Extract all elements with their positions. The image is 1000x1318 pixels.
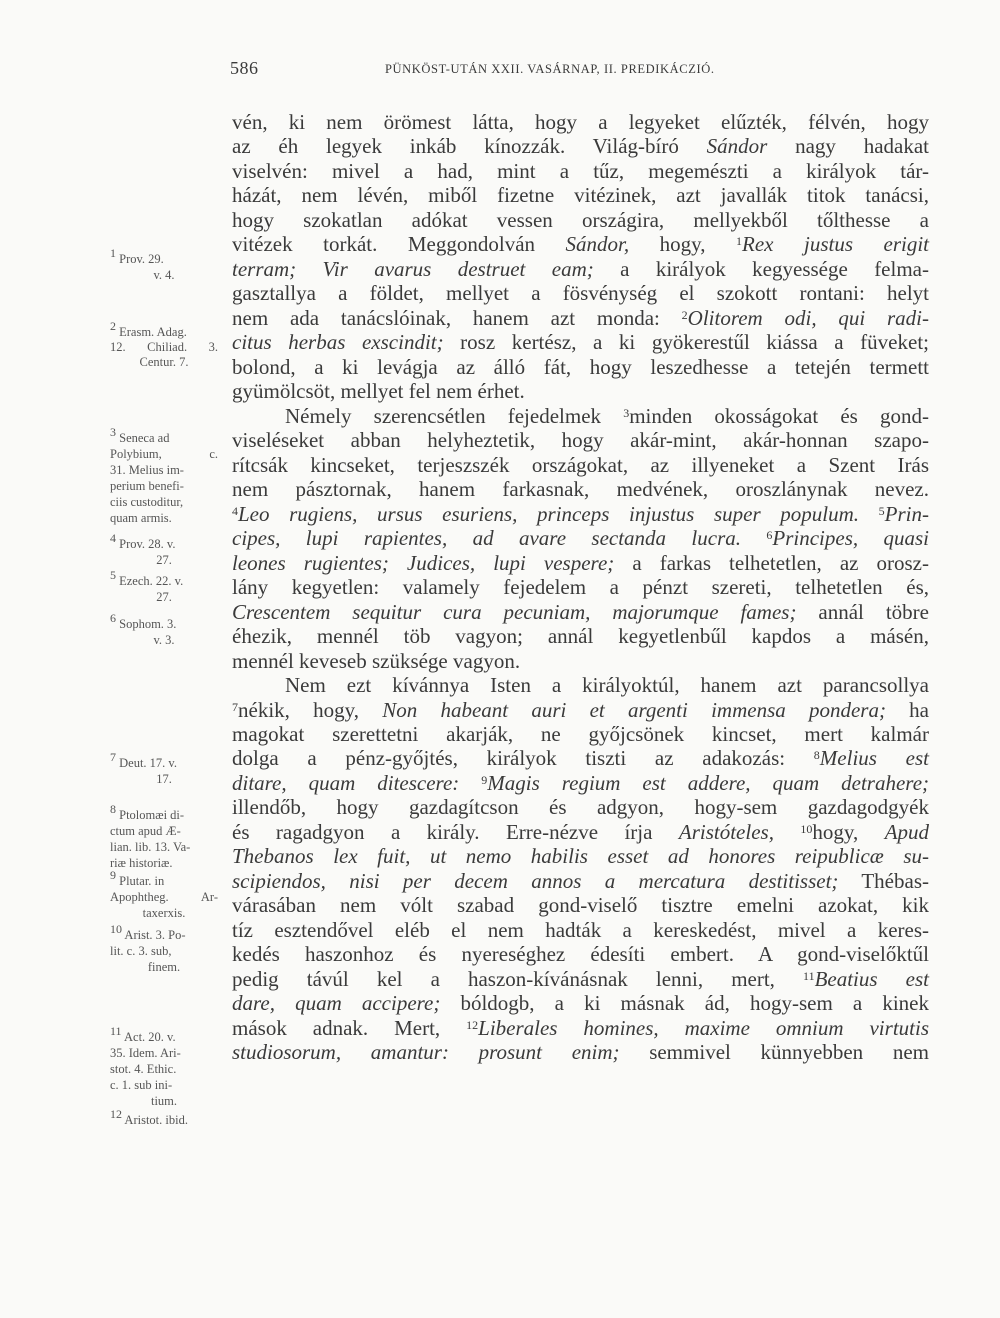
margin-note-line <box>110 1078 218 1092</box>
text-line-seg: 4 <box>232 503 238 518</box>
text-line-seg: Nem ezt kívánnya Isten a királyoktúl, hanem azt parancsollya <box>285 673 929 698</box>
margin-note-seg: 6 <box>110 611 116 625</box>
text-line-seg: Magis regium est addere, quam detrahere; <box>487 770 930 795</box>
margin-note-line <box>110 944 218 958</box>
text-line-seg: Liberales homines, maxime omnium virtutis <box>478 1015 929 1040</box>
margin-note-seg: Prov. 29. <box>116 252 164 266</box>
margin-note-seg: 3 <box>110 425 116 439</box>
text-line-seg: Sándor <box>706 134 768 159</box>
text-line-seg: nem pásztornak, hanem farkasnak, medvének, oroszlánynak nevez. <box>232 477 929 502</box>
text-line <box>285 673 929 697</box>
text-line-seg: kedés haszonhoz és nyereséghez édesíti embert. A gond-viselőktűl <box>232 942 929 967</box>
text-line <box>232 355 929 379</box>
text-line <box>232 1016 929 1040</box>
text-line <box>232 453 929 477</box>
margin-note-seg: v. 3. <box>153 633 175 647</box>
margin-note-seg: quam armis. <box>110 511 172 525</box>
text-line-seg <box>741 526 766 550</box>
margin-note-line <box>110 511 218 525</box>
text-line <box>232 551 929 575</box>
margin-note-seg: 9 <box>110 868 116 882</box>
text-line <box>232 771 929 795</box>
margin-note-line <box>110 960 218 974</box>
text-line-seg: rítcsák kincseket, terjeszszék országokat, az illyeneket a Szent Irás <box>232 452 929 477</box>
text-line-seg: Prin- <box>884 501 929 526</box>
text-line <box>232 232 929 256</box>
margin-note-seg: 27. <box>156 590 172 604</box>
margin-note-line <box>110 1024 218 1044</box>
text-line <box>232 134 929 158</box>
text-line <box>232 379 929 403</box>
margin-note-seg: Apophtheg. Ar- <box>110 890 218 904</box>
text-line <box>232 502 929 526</box>
margin-note-seg: Plutar. in <box>116 874 165 888</box>
margin-note-line <box>110 479 218 493</box>
text-line-seg: 6 <box>766 528 773 543</box>
margin-note-seg: 35. Idem. Ari- <box>110 1046 181 1060</box>
text-line <box>232 183 929 207</box>
text-line-seg: Melius est <box>819 746 929 771</box>
text-line-seg: citus herbas exscindit; <box>232 330 444 355</box>
text-line <box>232 306 929 330</box>
margin-note-line <box>110 268 218 282</box>
margin-note-seg: 12. Chiliad. 3. <box>110 340 218 354</box>
text-line-seg: nagy hadakat <box>767 134 929 159</box>
margin-note-line <box>110 868 218 888</box>
text-line-seg: ditare, quam ditescere: <box>232 770 460 795</box>
text-line <box>285 404 929 428</box>
margin-note-seg: ctum apud Æ- <box>110 824 181 838</box>
text-line <box>232 820 929 844</box>
margin-note-line <box>110 611 218 631</box>
margin-note-seg: Deut. 17. v. <box>116 756 177 770</box>
margin-note-line <box>110 633 218 647</box>
text-line-seg: Apud <box>884 819 930 844</box>
text-line <box>232 281 929 305</box>
text-line <box>232 1040 929 1064</box>
text-line-seg: vén, ki nem örömest látta, hogy a legyeket elűzték, félvén, hogy <box>232 110 929 134</box>
text-line <box>232 159 929 183</box>
margin-note-line <box>110 1107 218 1127</box>
margin-note-line <box>110 906 218 920</box>
margin-note-seg: lit. c. 3. sub, <box>110 944 172 958</box>
margin-note-seg: Sophom. 3. <box>116 617 177 631</box>
margin-note-line <box>110 922 218 942</box>
text-line-seg: 10 <box>800 821 813 836</box>
text-line-seg: illendőb, hogy gazdagítcson és adgyon, hogy-sem gazdagodgyék <box>232 795 929 820</box>
text-line-seg: ha <box>885 697 929 722</box>
margin-note-line <box>110 319 218 339</box>
margin-note-seg: Act. 20. v. <box>121 1030 176 1044</box>
text-line-seg: semmivel künnyebben nem <box>619 1040 929 1065</box>
text-line-seg: Principes, quasi <box>772 526 930 551</box>
text-line-seg: dolga a pénz-győjtés, királyok tiszti az adakozás: <box>232 746 814 771</box>
margin-note-line <box>110 425 218 445</box>
text-line <box>232 624 929 648</box>
margin-note-seg: 2 <box>110 319 116 333</box>
text-line-seg <box>859 502 879 526</box>
margin-note-line <box>110 463 218 477</box>
text-line-seg: nékik, hogy, <box>238 697 383 722</box>
text-line-seg: hogy, <box>812 819 885 844</box>
text-line-seg: Olitorem odi, qui radi- <box>687 305 929 330</box>
text-line-seg: hogy szokatlan adókat vessen országira, mellyekből tőlthesse a <box>232 207 929 232</box>
text-line <box>232 795 929 819</box>
text-line-seg: lány kegyetlen: valamely fejedelem a pénzt szereti, telhetetlen és, <box>232 575 929 600</box>
margin-note-line <box>110 824 218 838</box>
margin-note-line <box>110 355 218 369</box>
text-line-seg: az éh legyek inkáb kínozzák. Világ-bíró <box>232 134 707 159</box>
text-line-seg: annál töbre <box>796 599 929 624</box>
margin-note-seg: Erasm. Adag. <box>116 325 187 339</box>
text-line-seg <box>459 771 481 795</box>
text-line-seg: vitézek torkát. Meggondolván <box>232 232 566 257</box>
margin-note-seg: Prov. 28. v. <box>116 537 176 551</box>
text-line-seg: a farkas telhetetlen, az orosz- <box>614 550 929 575</box>
text-line-seg: 3 <box>623 405 630 420</box>
margin-note-seg: Ezech. 22. v. <box>116 574 184 588</box>
text-line-seg: Sándor, <box>565 232 630 257</box>
margin-note-seg: Aristot. ibid. <box>122 1113 188 1127</box>
text-line-seg: viselvén: mivel a had, mint a tűz, megemészti a királyok tár- <box>232 158 929 183</box>
text-line-seg: Aristóteles, <box>678 819 774 844</box>
text-line-seg: bolond, a ki levágja az álló fát, hogy leszedhesse a tetején termett <box>232 354 929 379</box>
margin-note-seg: lian. lib. 13. Va- <box>110 840 191 854</box>
text-line-seg: várasában nem vólt szabad gond-viselő tisztre emelni azokat, kik <box>232 893 929 918</box>
text-line-seg: és ragadgyon a király. Erre-nézve írja <box>232 819 679 844</box>
text-line <box>232 330 929 354</box>
page-number: 586 <box>230 58 259 78</box>
text-line <box>232 477 929 501</box>
margin-note-line <box>110 802 218 822</box>
margin-note-line <box>110 340 218 354</box>
text-line-seg: dare, quam accipere; <box>232 991 441 1016</box>
text-line-seg: 7 <box>232 699 238 714</box>
margin-note-line <box>110 1094 218 1108</box>
text-line <box>232 967 929 991</box>
text-line-seg: 8 <box>813 748 820 763</box>
text-line <box>232 698 929 722</box>
text-line-seg: a királyok kegyessége felma- <box>593 256 929 281</box>
text-line-seg: tíz esztendővel eléb el nem hadták a kereskedést, mivel a keres- <box>232 917 929 942</box>
margin-note-seg: stot. 4. Ethic. <box>110 1062 177 1076</box>
margin-note-seg: 8 <box>110 802 116 816</box>
margin-note-seg: Polybium, c. <box>110 447 218 461</box>
margin-note-seg: riæ historiæ. <box>110 856 173 870</box>
margin-note-seg: 7 <box>110 750 116 764</box>
margin-note-seg: 10 <box>110 922 122 936</box>
text-line <box>232 110 929 134</box>
margin-note-line <box>110 447 218 461</box>
margin-note-seg: 12 <box>110 1107 122 1121</box>
text-line-seg: 2 <box>681 307 688 322</box>
margin-note-seg: perium benefi- <box>110 479 184 493</box>
text-line <box>232 208 929 232</box>
margin-note-line <box>110 553 218 567</box>
text-line-seg: 9 <box>481 772 488 787</box>
text-line <box>232 844 929 868</box>
text-line-seg: Non habeant auri et argenti immensa pondera; <box>382 697 886 722</box>
text-line-seg: minden okosságokat és gond- <box>629 403 930 428</box>
margin-note-seg: taxerxis. <box>142 906 186 920</box>
text-line-seg: 1 <box>736 234 743 249</box>
text-line <box>232 918 929 942</box>
margin-note-line <box>110 856 218 870</box>
running-head: PÜNKÖST-UTÁN XXII. VASÁRNAP, II. PREDIKÁCZIÓ. <box>385 62 715 76</box>
page-header <box>0 58 1000 88</box>
text-line-seg: Leo rugiens, ursus esuriens, princeps injustus super populum. <box>238 501 860 526</box>
margin-note-seg: tium. <box>150 1094 178 1108</box>
text-line-seg: magokat szerettetni akarják, ne győjcsönek kincset, mert kalmár <box>232 722 929 746</box>
text-line-seg: studiosorum, amantur: prosunt enim; <box>232 1040 620 1065</box>
margin-note-seg: 11 <box>110 1024 122 1038</box>
margin-note-seg: finem. <box>147 960 181 974</box>
margin-note-line <box>110 246 218 266</box>
text-line-seg: Thébas- <box>838 868 929 893</box>
text-line-seg: Rex justus erigit <box>742 232 929 257</box>
margin-note-seg: Seneca ad <box>116 431 170 445</box>
text-line-seg: viseléseket abban helyheztetik, hogy akár-mint, akár-honnan szapo- <box>232 428 929 453</box>
text-line-seg: scipiendos, nisi per decem annos a mercatura destitisset; <box>232 868 839 893</box>
text-line-seg: Beatius est <box>814 966 929 991</box>
text-line-seg: 12 <box>466 1017 479 1032</box>
margin-note-line <box>110 772 218 786</box>
text-line-seg: Némely szerencsétlen fejedelmek <box>285 403 624 428</box>
text-line-seg: mennél keveseb szüksége vagyon. <box>232 648 521 673</box>
margin-note-line <box>110 750 218 770</box>
margin-note-seg: 1 <box>110 246 116 260</box>
margin-note-seg: 31. Melius im- <box>110 463 184 477</box>
text-line-seg: nem ada tanácslóinak, hanem azt monda: <box>232 305 682 330</box>
margin-note-seg: Ptolomæi di- <box>116 808 185 822</box>
text-line <box>232 991 929 1015</box>
margin-note-line <box>110 590 218 604</box>
margin-note-line <box>110 840 218 854</box>
text-line <box>232 722 929 746</box>
text-line-seg: terram; Vir avarus destruet eam; <box>232 256 594 281</box>
margin-note-seg: 5 <box>110 568 116 582</box>
text-line-seg: hogy, <box>629 232 737 257</box>
text-line <box>232 428 929 452</box>
text-line-seg: rosz kertész, a ki gyökerestűl kiássa a füveket; <box>443 330 929 355</box>
text-line <box>232 526 929 550</box>
text-line-seg: gasztallya a földet, mellyet a fösvénység el szokott rontani: helyt <box>232 281 929 306</box>
margin-note-seg: Arist. 3. Po- <box>122 928 186 942</box>
margin-note-line <box>110 495 218 509</box>
text-line <box>232 600 929 624</box>
text-line-seg <box>774 820 800 844</box>
margin-note-seg: c. 1. sub ini- <box>110 1078 173 1092</box>
text-line-seg: 11 <box>803 968 815 983</box>
margin-note-line <box>110 568 218 588</box>
margin-note-line <box>110 531 218 551</box>
text-line-seg: bóldogb, a ki másnak ád, hogy-sem a kinek <box>440 991 929 1016</box>
text-line-seg: éhezik, mennél töb vagyon; annál kegyetlenbűl kapdos a másén, <box>232 624 929 649</box>
text-line <box>232 257 929 281</box>
text-line <box>232 575 929 599</box>
margin-note-line <box>110 1046 218 1060</box>
text-line <box>232 649 929 673</box>
margin-note-seg: Centur. 7. <box>139 355 189 369</box>
margin-note-seg: 27. <box>156 553 172 567</box>
text-line <box>232 746 929 770</box>
margin-note-seg: 4 <box>110 531 116 545</box>
text-line-seg: pedig távúl kel a haszon-kívánásnak lenni, mert, <box>232 966 804 991</box>
text-line-seg: Crescentem sequitur cura pecuniam, majorumque fames; <box>232 599 797 624</box>
text-line <box>232 942 929 966</box>
text-line-seg: 5 <box>878 503 885 518</box>
text-line-seg: cipes, lupi rapientes, ad avare sectanda lucra. <box>232 526 741 551</box>
text-line <box>232 893 929 917</box>
text-line-seg: Thebanos lex fuit, ut nemo habilis esset ad honores reipublicæ su- <box>232 844 929 869</box>
text-line-seg: leones rugientes; Judices, lupi vespere; <box>232 550 615 575</box>
margin-note-seg: 17. <box>156 772 172 786</box>
margin-note-line <box>110 890 218 904</box>
margin-note-seg: v. 4. <box>153 268 175 282</box>
text-line-seg: mások adnak. Mert, <box>232 1015 467 1040</box>
text-line-seg: gyümölcsöt, mellyet fel nem érhet. <box>232 379 525 404</box>
text-line <box>232 869 929 893</box>
margin-note-line <box>110 1062 218 1076</box>
margin-note-seg: ciis custoditur, <box>110 495 184 509</box>
text-line-seg: házát, nem lévén, miből fizetne vitézinek, azt javallák titok tanácsi, <box>232 183 929 208</box>
